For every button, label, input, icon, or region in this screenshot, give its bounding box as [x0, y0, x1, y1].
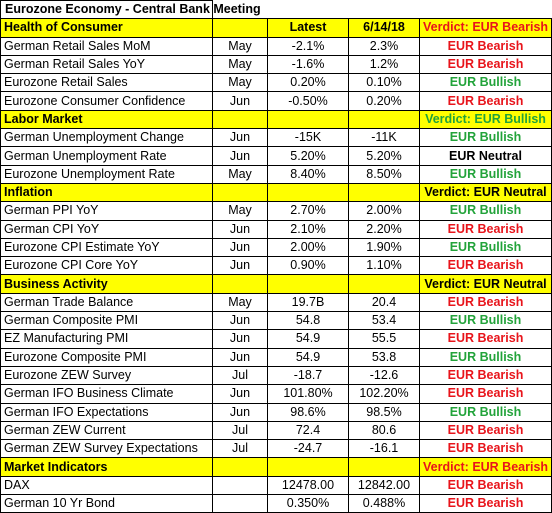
- column-header-latest: [268, 458, 349, 476]
- signal-badge: EUR Bullish: [420, 403, 552, 421]
- section-header-row: [1, 183, 552, 201]
- title-row: [1, 1, 552, 19]
- latest-value: -15K: [268, 129, 349, 147]
- section-verdict: Verdict: EUR Bearish: [420, 19, 552, 37]
- indicator-name: Eurozone Retail Sales: [1, 74, 213, 92]
- table-row: [1, 55, 552, 73]
- latest-value: 2.70%: [268, 202, 349, 220]
- signal-badge: EUR Bearish: [420, 55, 552, 73]
- signal-badge: EUR Bearish: [420, 421, 552, 439]
- previous-value: 1.90%: [349, 238, 420, 256]
- indicator-name: German ZEW Current: [1, 421, 213, 439]
- table-row: [1, 476, 552, 494]
- release-month: Jun: [213, 348, 268, 366]
- signal-badge: EUR Bearish: [420, 440, 552, 458]
- indicator-name: EZ Manufacturing PMI: [1, 330, 213, 348]
- signal-badge: EUR Bearish: [420, 385, 552, 403]
- section-blank: [213, 458, 268, 476]
- signal-badge: EUR Bearish: [420, 257, 552, 275]
- indicator-name: German 10 Yr Bond: [1, 495, 213, 513]
- release-month: Jun: [213, 330, 268, 348]
- signal-badge: EUR Bullish: [420, 165, 552, 183]
- previous-value: 5.20%: [349, 147, 420, 165]
- table-row: [1, 129, 552, 147]
- signal-badge: EUR Bearish: [420, 330, 552, 348]
- section-name: Labor Market: [1, 110, 213, 128]
- release-month: Jul: [213, 440, 268, 458]
- section-verdict: Verdict: EUR Bullish: [420, 110, 552, 128]
- table-row: [1, 74, 552, 92]
- column-header-latest: [268, 183, 349, 201]
- latest-value: 2.00%: [268, 238, 349, 256]
- indicator-name: German Retail Sales MoM: [1, 37, 213, 55]
- table-row: [1, 330, 552, 348]
- latest-value: 98.6%: [268, 403, 349, 421]
- table-row: [1, 421, 552, 439]
- previous-value: -16.1: [349, 440, 420, 458]
- section-verdict: Verdict: EUR Neutral: [420, 183, 552, 201]
- indicator-name: Eurozone Consumer Confidence: [1, 92, 213, 110]
- previous-value: 1.2%: [349, 55, 420, 73]
- signal-badge: EUR Bullish: [420, 238, 552, 256]
- column-header-previous: [349, 275, 420, 293]
- indicator-name: Eurozone Composite PMI: [1, 348, 213, 366]
- previous-value: -11K: [349, 129, 420, 147]
- table-row: [1, 366, 552, 384]
- previous-value: 1.10%: [349, 257, 420, 275]
- table-row: [1, 147, 552, 165]
- release-month: Jun: [213, 403, 268, 421]
- column-header-latest: Latest: [268, 19, 349, 37]
- release-month: Jun: [213, 312, 268, 330]
- release-month: Jun: [213, 220, 268, 238]
- signal-badge: EUR Bearish: [420, 366, 552, 384]
- previous-value: 12842.00: [349, 476, 420, 494]
- indicator-name: German Unemployment Rate: [1, 147, 213, 165]
- indicator-name: German ZEW Survey Expectations: [1, 440, 213, 458]
- latest-value: -24.7: [268, 440, 349, 458]
- table-row: [1, 202, 552, 220]
- column-header-previous: [349, 183, 420, 201]
- table-row: [1, 403, 552, 421]
- table-row: [1, 293, 552, 311]
- indicator-name: Eurozone Unemployment Rate: [1, 165, 213, 183]
- previous-value: 102.20%: [349, 385, 420, 403]
- section-header-row: [1, 19, 552, 37]
- previous-value: 55.5: [349, 330, 420, 348]
- latest-value: 8.40%: [268, 165, 349, 183]
- section-header-row: [1, 275, 552, 293]
- section-header-row: [1, 110, 552, 128]
- previous-value: 2.20%: [349, 220, 420, 238]
- previous-value: 53.8: [349, 348, 420, 366]
- indicator-name: German CPI YoY: [1, 220, 213, 238]
- signal-badge: EUR Bearish: [420, 293, 552, 311]
- column-header-latest: [268, 275, 349, 293]
- previous-value: 8.50%: [349, 165, 420, 183]
- table-row: [1, 238, 552, 256]
- release-month: May: [213, 202, 268, 220]
- release-month: Jun: [213, 147, 268, 165]
- signal-badge: EUR Bullish: [420, 312, 552, 330]
- release-month: May: [213, 165, 268, 183]
- section-blank: [213, 110, 268, 128]
- previous-value: 20.4: [349, 293, 420, 311]
- section-blank: [213, 275, 268, 293]
- table-title: Eurozone Economy - Central Bank Meeting: [1, 1, 213, 19]
- previous-value: 2.00%: [349, 202, 420, 220]
- column-header-latest: [268, 110, 349, 128]
- table-row: [1, 385, 552, 403]
- signal-badge: EUR Bearish: [420, 37, 552, 55]
- indicator-name: DAX: [1, 476, 213, 494]
- indicator-name: Eurozone ZEW Survey: [1, 366, 213, 384]
- latest-value: 54.9: [268, 330, 349, 348]
- column-header-previous: [349, 110, 420, 128]
- signal-badge: EUR Bullish: [420, 202, 552, 220]
- latest-value: 72.4: [268, 421, 349, 439]
- latest-value: 101.80%: [268, 385, 349, 403]
- signal-badge: EUR Neutral: [420, 147, 552, 165]
- previous-value: 2.3%: [349, 37, 420, 55]
- signal-badge: EUR Bearish: [420, 495, 552, 513]
- signal-badge: EUR Bearish: [420, 220, 552, 238]
- section-name: Business Activity: [1, 275, 213, 293]
- signal-badge: EUR Bullish: [420, 129, 552, 147]
- table-row: [1, 220, 552, 238]
- previous-value: 80.6: [349, 421, 420, 439]
- release-month: Jun: [213, 92, 268, 110]
- column-header-previous: [349, 458, 420, 476]
- release-month: Jul: [213, 421, 268, 439]
- indicator-name: German Composite PMI: [1, 312, 213, 330]
- latest-value: 19.7B: [268, 293, 349, 311]
- indicator-name: German Retail Sales YoY: [1, 55, 213, 73]
- section-blank: [213, 183, 268, 201]
- section-name: Health of Consumer: [1, 19, 213, 37]
- latest-value: 5.20%: [268, 147, 349, 165]
- table-row: [1, 165, 552, 183]
- latest-value: -1.6%: [268, 55, 349, 73]
- table-row: [1, 440, 552, 458]
- indicator-name: Eurozone CPI Estimate YoY: [1, 238, 213, 256]
- release-month: Jul: [213, 366, 268, 384]
- section-name: Market Indicators: [1, 458, 213, 476]
- indicator-name: German Trade Balance: [1, 293, 213, 311]
- signal-badge: EUR Bullish: [420, 74, 552, 92]
- release-month: Jun: [213, 129, 268, 147]
- previous-value: 0.488%: [349, 495, 420, 513]
- release-month: [213, 476, 268, 494]
- release-month: May: [213, 55, 268, 73]
- signal-badge: EUR Bullish: [420, 348, 552, 366]
- previous-value: 0.10%: [349, 74, 420, 92]
- section-header-row: [1, 458, 552, 476]
- indicator-name: German IFO Expectations: [1, 403, 213, 421]
- latest-value: 12478.00: [268, 476, 349, 494]
- release-month: Jun: [213, 257, 268, 275]
- latest-value: -0.50%: [268, 92, 349, 110]
- latest-value: -18.7: [268, 366, 349, 384]
- table-row: [1, 37, 552, 55]
- previous-value: -12.6: [349, 366, 420, 384]
- latest-value: -2.1%: [268, 37, 349, 55]
- indicator-name: German PPI YoY: [1, 202, 213, 220]
- column-header-previous: 6/14/18: [349, 19, 420, 37]
- latest-value: 0.350%: [268, 495, 349, 513]
- previous-value: 0.20%: [349, 92, 420, 110]
- release-month: [213, 495, 268, 513]
- previous-value: 53.4: [349, 312, 420, 330]
- release-month: May: [213, 74, 268, 92]
- table-row: [1, 495, 552, 513]
- indicator-name: German Unemployment Change: [1, 129, 213, 147]
- release-month: May: [213, 293, 268, 311]
- latest-value: 54.9: [268, 348, 349, 366]
- latest-value: 0.90%: [268, 257, 349, 275]
- table-row: [1, 348, 552, 366]
- table-row: [1, 312, 552, 330]
- section-name: Inflation: [1, 183, 213, 201]
- latest-value: 0.20%: [268, 74, 349, 92]
- latest-value: 54.8: [268, 312, 349, 330]
- release-month: May: [213, 37, 268, 55]
- section-blank: [213, 19, 268, 37]
- release-month: Jun: [213, 238, 268, 256]
- signal-badge: EUR Bearish: [420, 92, 552, 110]
- indicator-name: German IFO Business Climate: [1, 385, 213, 403]
- table-row: [1, 92, 552, 110]
- table-row: [1, 257, 552, 275]
- section-verdict: Verdict: EUR Neutral: [420, 275, 552, 293]
- release-month: Jun: [213, 385, 268, 403]
- section-verdict: Verdict: EUR Bearish: [420, 458, 552, 476]
- previous-value: 98.5%: [349, 403, 420, 421]
- signal-badge: EUR Bearish: [420, 476, 552, 494]
- indicator-name: Eurozone CPI Core YoY: [1, 257, 213, 275]
- latest-value: 2.10%: [268, 220, 349, 238]
